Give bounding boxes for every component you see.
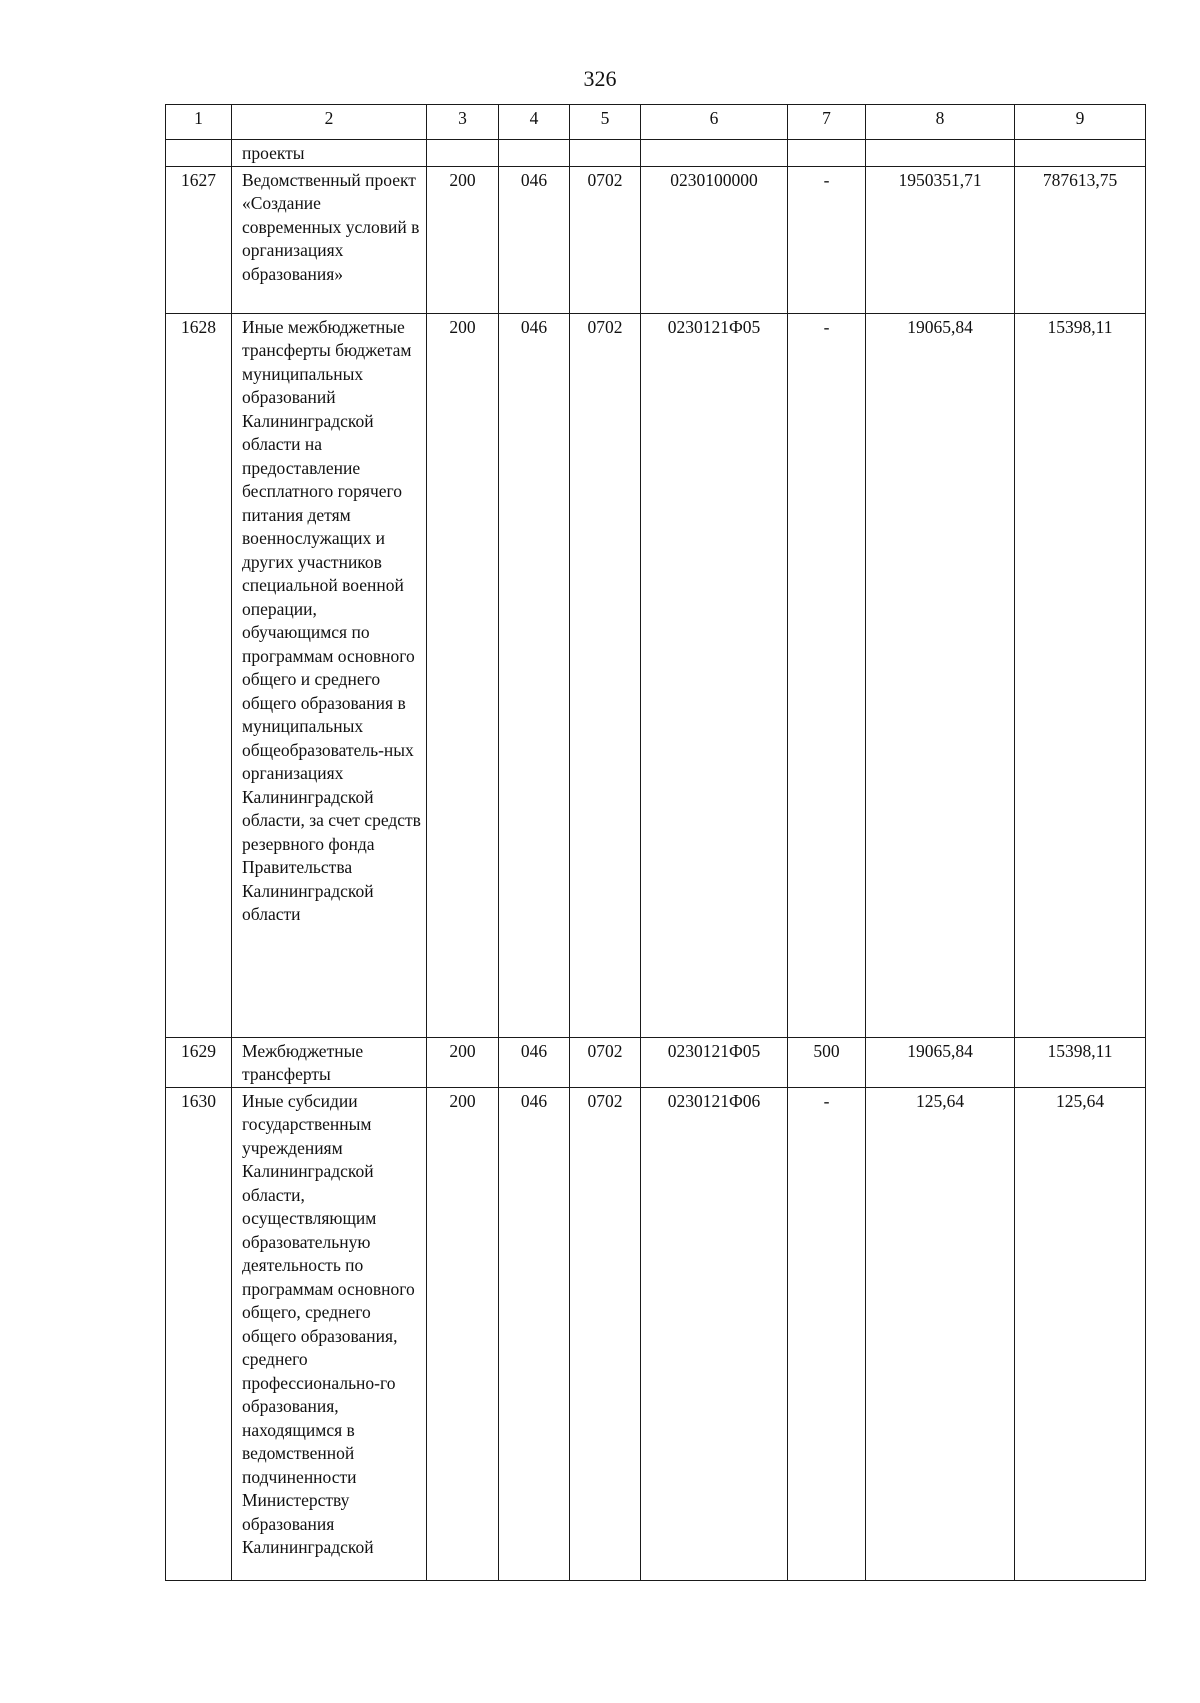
cell-col6 [641,140,788,167]
column-header-2: 2 [232,105,427,140]
cell-name: Иные субсидии государственным учреждениям Калининградской области, осуществляющим образовательную деятельность по программам основного общего, среднего общего образования, среднего профессионально-го образования, находящимся в ведомственной подчиненности Министерству образования Калининградской [232,1087,427,1580]
column-header-5: 5 [570,105,641,140]
column-header-8: 8 [866,105,1015,140]
cell-col8: 19065,84 [866,1037,1015,1087]
cell-col9: 15398,11 [1015,313,1146,1037]
table-row [166,166,1146,313]
budget-table [165,104,1146,1581]
cell-name: проекты [232,140,427,167]
cell-col5 [570,140,641,167]
column-header-3: 3 [427,105,499,140]
column-header-1: 1 [166,105,232,140]
cell-col7 [788,140,866,167]
cell-col6: 0230121Ф05 [641,1037,788,1087]
cell-col4 [499,140,570,167]
cell-col9 [1015,140,1146,167]
cell-col7: - [788,1087,866,1580]
cell-col4: 046 [499,1087,570,1580]
cell-num: 1627 [166,166,232,313]
cell-col9: 15398,11 [1015,1037,1146,1087]
cell-col6: 0230100000 [641,166,788,313]
cell-col8: 1950351,71 [866,166,1015,313]
page-number: 326 [583,66,617,91]
cell-col4: 046 [499,313,570,1037]
cell-col8: 125,64 [866,1087,1015,1580]
cell-num: 1628 [166,313,232,1037]
cell-col5: 0702 [570,166,641,313]
cell-num [166,140,232,167]
continued-row [166,140,1146,167]
column-header-9: 9 [1015,105,1146,140]
cell-col6: 0230121Ф05 [641,313,788,1037]
cell-col7: 500 [788,1037,866,1087]
cell-col6: 0230121Ф06 [641,1087,788,1580]
cell-col3: 200 [427,1037,499,1087]
cell-col7: - [788,166,866,313]
cell-col4: 046 [499,166,570,313]
table-row [166,1087,1146,1580]
table-row [166,1037,1146,1087]
cell-num: 1630 [166,1087,232,1580]
column-header-6: 6 [641,105,788,140]
cell-col8 [866,140,1015,167]
header-row [166,105,1146,140]
cell-col8: 19065,84 [866,313,1015,1037]
cell-col3 [427,140,499,167]
cell-num: 1629 [166,1037,232,1087]
cell-name: Ведомственный проект «Создание современных условий в организациях образования» [232,166,427,313]
cell-col9: 787613,75 [1015,166,1146,313]
cell-col3: 200 [427,313,499,1037]
cell-col5: 0702 [570,1037,641,1087]
cell-col3: 200 [427,166,499,313]
column-header-7: 7 [788,105,866,140]
table-row [166,313,1146,1037]
cell-col5: 0702 [570,313,641,1037]
cell-name: Межбюджетные трансферты [232,1037,427,1087]
cell-name: Иные межбюджетные трансферты бюджетам муниципальных образований Калининградской области на предоставление бесплатного горячего питания детям военнослужащих и других участников специальной военной операции, обучающимся по программам основного общего и среднего общего образования в муниципальных общеобразователь-ных организациях Калининградской области, за счет средств резервного фонда Правительства Калининградской области [232,313,427,1037]
cell-col4: 046 [499,1037,570,1087]
cell-col3: 200 [427,1087,499,1580]
column-header-4: 4 [499,105,570,140]
cell-col5: 0702 [570,1087,641,1580]
cell-col7: - [788,313,866,1037]
cell-col9: 125,64 [1015,1087,1146,1580]
